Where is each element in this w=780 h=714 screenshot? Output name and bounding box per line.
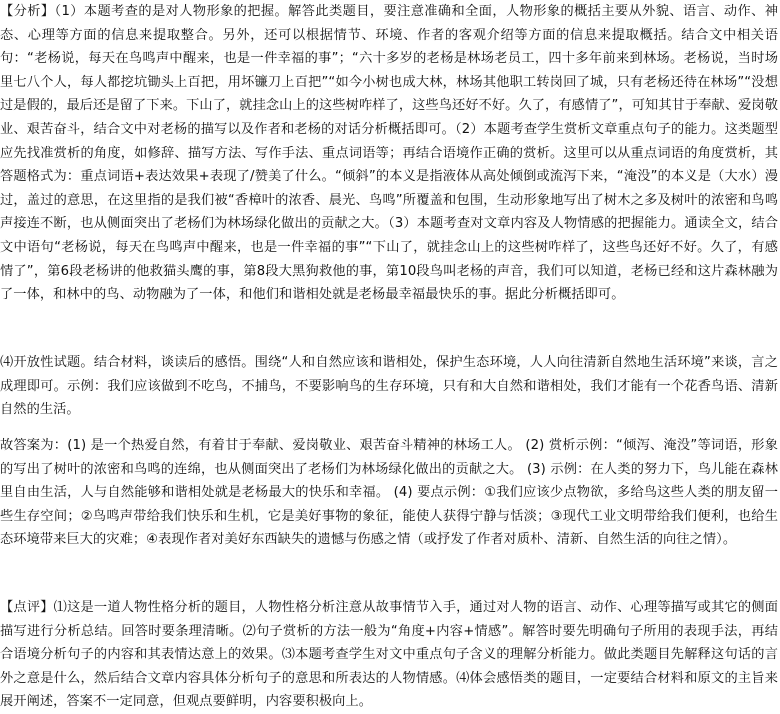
answer-paragraph: 故答案为：(1) 是一个热爱自然，有着甘于奉献、爱岗敬业、艰苦奋斗精神的林场工人。 (2) 赏析示例：“倾泻、淹没”等词语，形象的写出了树叶的浓密和鸟鸣的连绵，也从侧面突出了老杨们为林场绿化做出的贡献之大。 (3) 示例：在人类的努力下，鸟儿能在森林里自由生活，人与自然能够和谐相处就是老杨最大的快乐和幸福。 (4) 要点示例：①我们应该少点物欲，多给鸟这些人类的朋友留一些生存空间；②鸟鸣声带给我们快乐和生机，它是美好事物的象征，能使人获得宁静与恬淡；③现代工业文明带给我们便利，也给生态环境带来巨大的灾难；④表现作者对美好东西缺失的遗憾与伤感之情（或抒发了作者对质朴、清新、自然生活的向往之情）。 xyxy=(0,438,778,548)
open-question-paragraph: ⑷开放性试题。结合材料，谈读后的感悟。围绕“人和自然应该和谐相处，保护生态环境，人人向往清新自然地生活环境”来谈，言之成理即可。示例：我们应该做到不吃鸟，不捕鸟，不要影响鸟的生存环境，只有和大自然和谐相处，我们才能有一个花香鸟语、清新自然的生活。 xyxy=(0,355,778,418)
analysis-paragraph: 【分析】（1）本题考查的是对人物形象的把握。解答此类题目，要注意准确和全面，人物形象的概括主要从外貌、语言、动作、神态、心理等方面的信息来提取整合。另外，还可以根据情节、环境、作者的客观介绍等方面的信息来提取概括。结合文中相关语句：“老杨说，每天在鸟鸣声中醒来，也是一件幸福的事”；“六十多岁的老杨是林场老员工，四十多年前来到林场。老杨说，当时场里七八个人，每人都挖坑锄头上百把，用坏镰刀上百把”“如今小树也成大林，林场其他职工转岗回了城，只有老杨还待在林场”“没想过是假的，最后还是留了下来。下山了，就挂念山上的这些树咋样了，这些鸟还好不好。久了，有感情了”，可知其甘于奉献、爱岗敬业、艰苦奋斗，结合文中对老杨的描写以及作者和老杨的对话分析概括即可。（2）本题考查学生赏析文章重点句子的能力。这类题型应先找准赏析的角度，如修辞、描写方法、写作手法、重点词语等；再结合语境作正确的赏析。这里可以从重点词语的角度赏析，其答题格式为：重点词语+表达效果+表现了/赞美了什么。“倾斜”的本义是指液体从高处倾倒或流泻下来，“淹没”的本义是（大水）漫过，盖过的意思，在这里指的是我们被“香樟叶的浓香、晨光、鸟鸣”所覆盖和包围，生动形象地写出了树木之多及树叶的浓密和鸟鸣声接连不断，也从侧面突出了老杨们为林场绿化做出的贡献之大。（3）本题考查对文章内容及人物情感的把握能力。通读全文，结合文中语句“老杨说，每天在鸟鸣声中醒来，也是一件幸福的事”“下山了，就挂念山上的这些树咋样了，这些鸟还好不好。久了，有感情了”，第6段老杨讲的他救猫头鹰的事，第8段大黑狗救他的事，第10段鸟叫老杨的声音，我们可以知道，老杨已经和这片森林融为了一体，和林中的鸟、动物融为了一体，和他们和谐相处就是老杨最幸福最快乐的事。据此分析概括即可。 xyxy=(0,4,778,303)
comment-paragraph: 【点评】⑴这是一道人物性格分析的题目，人物性格分析注意从故事情节入手，通过对人物的语言、动作、心理等描写或其它的侧面描写进行分析总结。回答时要条理清晰。⑵句子赏析的方法一般为“角度+内容+情感”。解答时要先明确句子所用的表现手法，再结合语境分析句子的内容和其表情达意上的效果。⑶本题考查学生对文中重点句子含义的理解分析能力。做此类题目先解释这句话的言外之意是什么，然后结合文章内容具体分析句子的意思和所表达的人物情感。⑷体会感悟类的题目，一定要结合材料和原文的主旨来展开阐述，答案不一定同意，但观点要鲜明，内容要积极向上。 xyxy=(0,600,778,710)
